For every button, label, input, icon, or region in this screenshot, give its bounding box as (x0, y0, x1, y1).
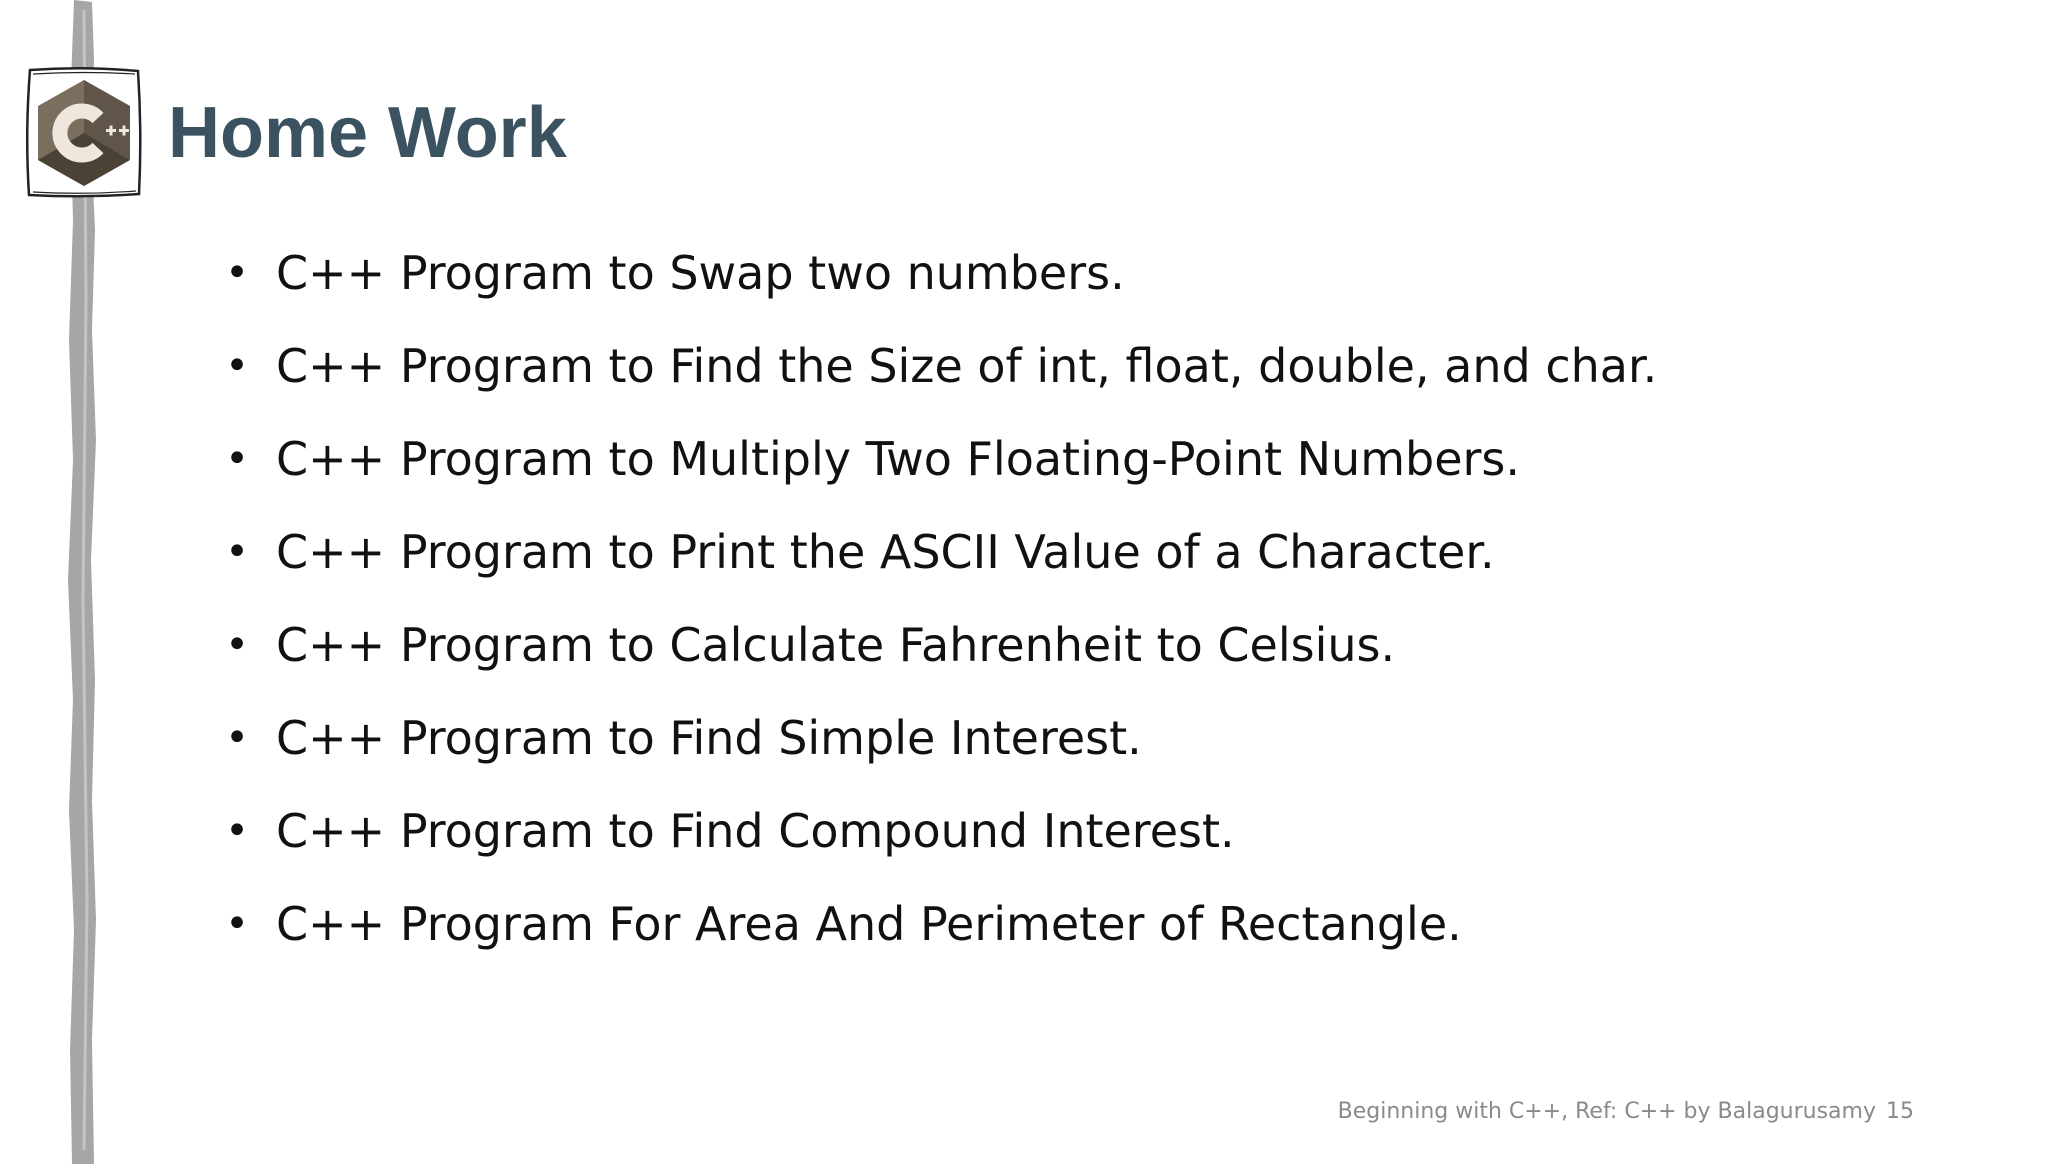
bullet-icon: • (225, 529, 249, 575)
list-item (222, 878, 1982, 971)
footer-text: Beginning with C++, Ref: C++ by Balagurusamy (1337, 1099, 1876, 1124)
slide-title: Home Work (168, 93, 567, 173)
list-item-text: C++ Program to Find the Size of int, float, double, and char. (276, 339, 1658, 393)
list-item (222, 227, 1982, 320)
list-item (222, 320, 1982, 413)
bullet-icon: • (225, 715, 249, 761)
list-item (222, 692, 1982, 785)
cpp-logo-icon (24, 66, 144, 200)
list-item-text: C++ Program to Calculate Fahrenheit to Celsius. (276, 618, 1396, 672)
bullet-icon: • (225, 250, 249, 296)
list-item (222, 599, 1982, 692)
page-number: 15 (1886, 1099, 1914, 1124)
list-item-text: C++ Program to Find Compound Interest. (276, 804, 1235, 858)
bullet-icon: • (225, 622, 249, 668)
list-item-text: C++ Program to Find Simple Interest. (276, 711, 1142, 765)
homework-list (222, 227, 1982, 971)
list-item-text: C++ Program to Print the ASCII Value of a Character. (276, 525, 1495, 579)
bullet-icon: • (225, 436, 249, 482)
list-item (222, 506, 1982, 599)
list-item-text: C++ Program to Swap two numbers. (276, 246, 1125, 300)
list-item-text: C++ Program For Area And Perimeter of Rectangle. (276, 897, 1462, 951)
bullet-icon: • (225, 343, 249, 389)
list-item (222, 413, 1982, 506)
bullet-icon: • (225, 808, 249, 854)
list-item-text: C++ Program to Multiply Two Floating-Point Numbers. (276, 432, 1521, 486)
list-item (222, 785, 1982, 878)
bullet-icon: • (225, 901, 249, 947)
slide-footer (1338, 1096, 1914, 1128)
